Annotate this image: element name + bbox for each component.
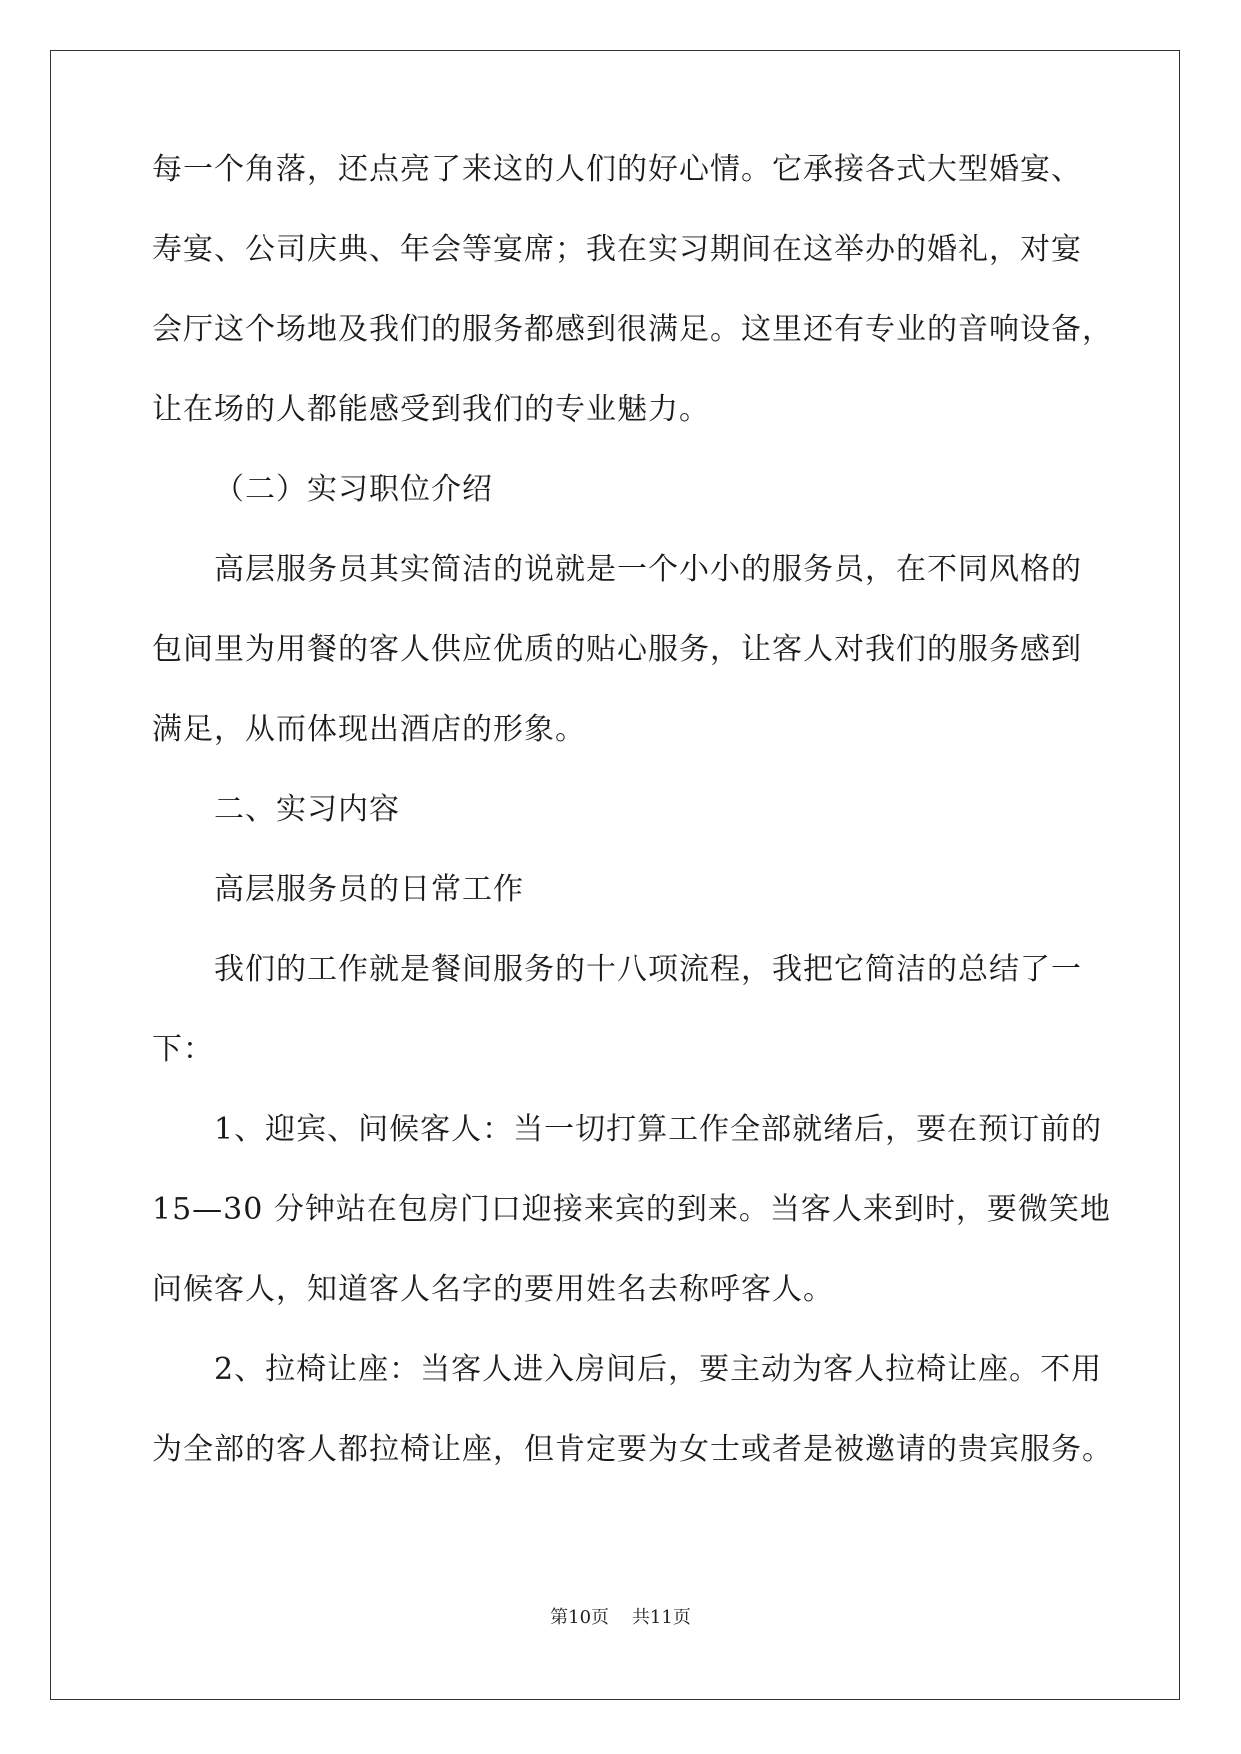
paragraph-line: 高层服务员其实简洁的说就是一个小小的服务员，在不同风格的 (214, 552, 1082, 587)
paragraph-line: 每一个角落，还点亮了来这的人们的好心情。它承接各式大型婚宴、 (152, 152, 1082, 187)
list-item-line: 2、拉椅让座：当客人进入房间后，要主动为客人拉椅让座。不用 (214, 1352, 1103, 1387)
list-item-line: 15—30 分钟站在包房门口迎接来宾的到来。当客人来到时，要微笑地 (152, 1192, 1111, 1227)
section-heading: 二、实习内容 (214, 792, 400, 827)
list-item-line: 问候客人，知道客人名字的要用姓名去称呼客人。 (152, 1272, 834, 1307)
paragraph-line: 下： (152, 1032, 214, 1067)
paragraph-line: 让在场的人都能感受到我们的专业魅力。 (152, 392, 710, 427)
paragraph-line: 包间里为用餐的客人供应优质的贴心服务，让客人对我们的服务感到 (152, 632, 1082, 667)
paragraph-line: 我们的工作就是餐间服务的十八项流程，我把它简洁的总结了一 (214, 952, 1082, 987)
paragraph-line: 会厅这个场地及我们的服务都感到很满足。这里还有专业的音响设备， (152, 312, 1113, 347)
list-item-line: 1、迎宾、问候客人：当一切打算工作全部就绪后，要在预订前的 (214, 1112, 1103, 1147)
page-number-footer: 第10页 共11页 (550, 1607, 691, 1628)
subsection-heading: 高层服务员的日常工作 (214, 872, 524, 907)
section-heading: （二）实习职位介绍 (214, 472, 493, 507)
paragraph-line: 寿宴、公司庆典、年会等宴席；我在实习期间在这举办的婚礼，对宴 (152, 232, 1082, 267)
list-item-line: 为全部的客人都拉椅让座，但肯定要为女士或者是被邀请的贵宾服务。 (152, 1432, 1113, 1467)
paragraph-line: 满足，从而体现出酒店的形象。 (152, 712, 586, 747)
